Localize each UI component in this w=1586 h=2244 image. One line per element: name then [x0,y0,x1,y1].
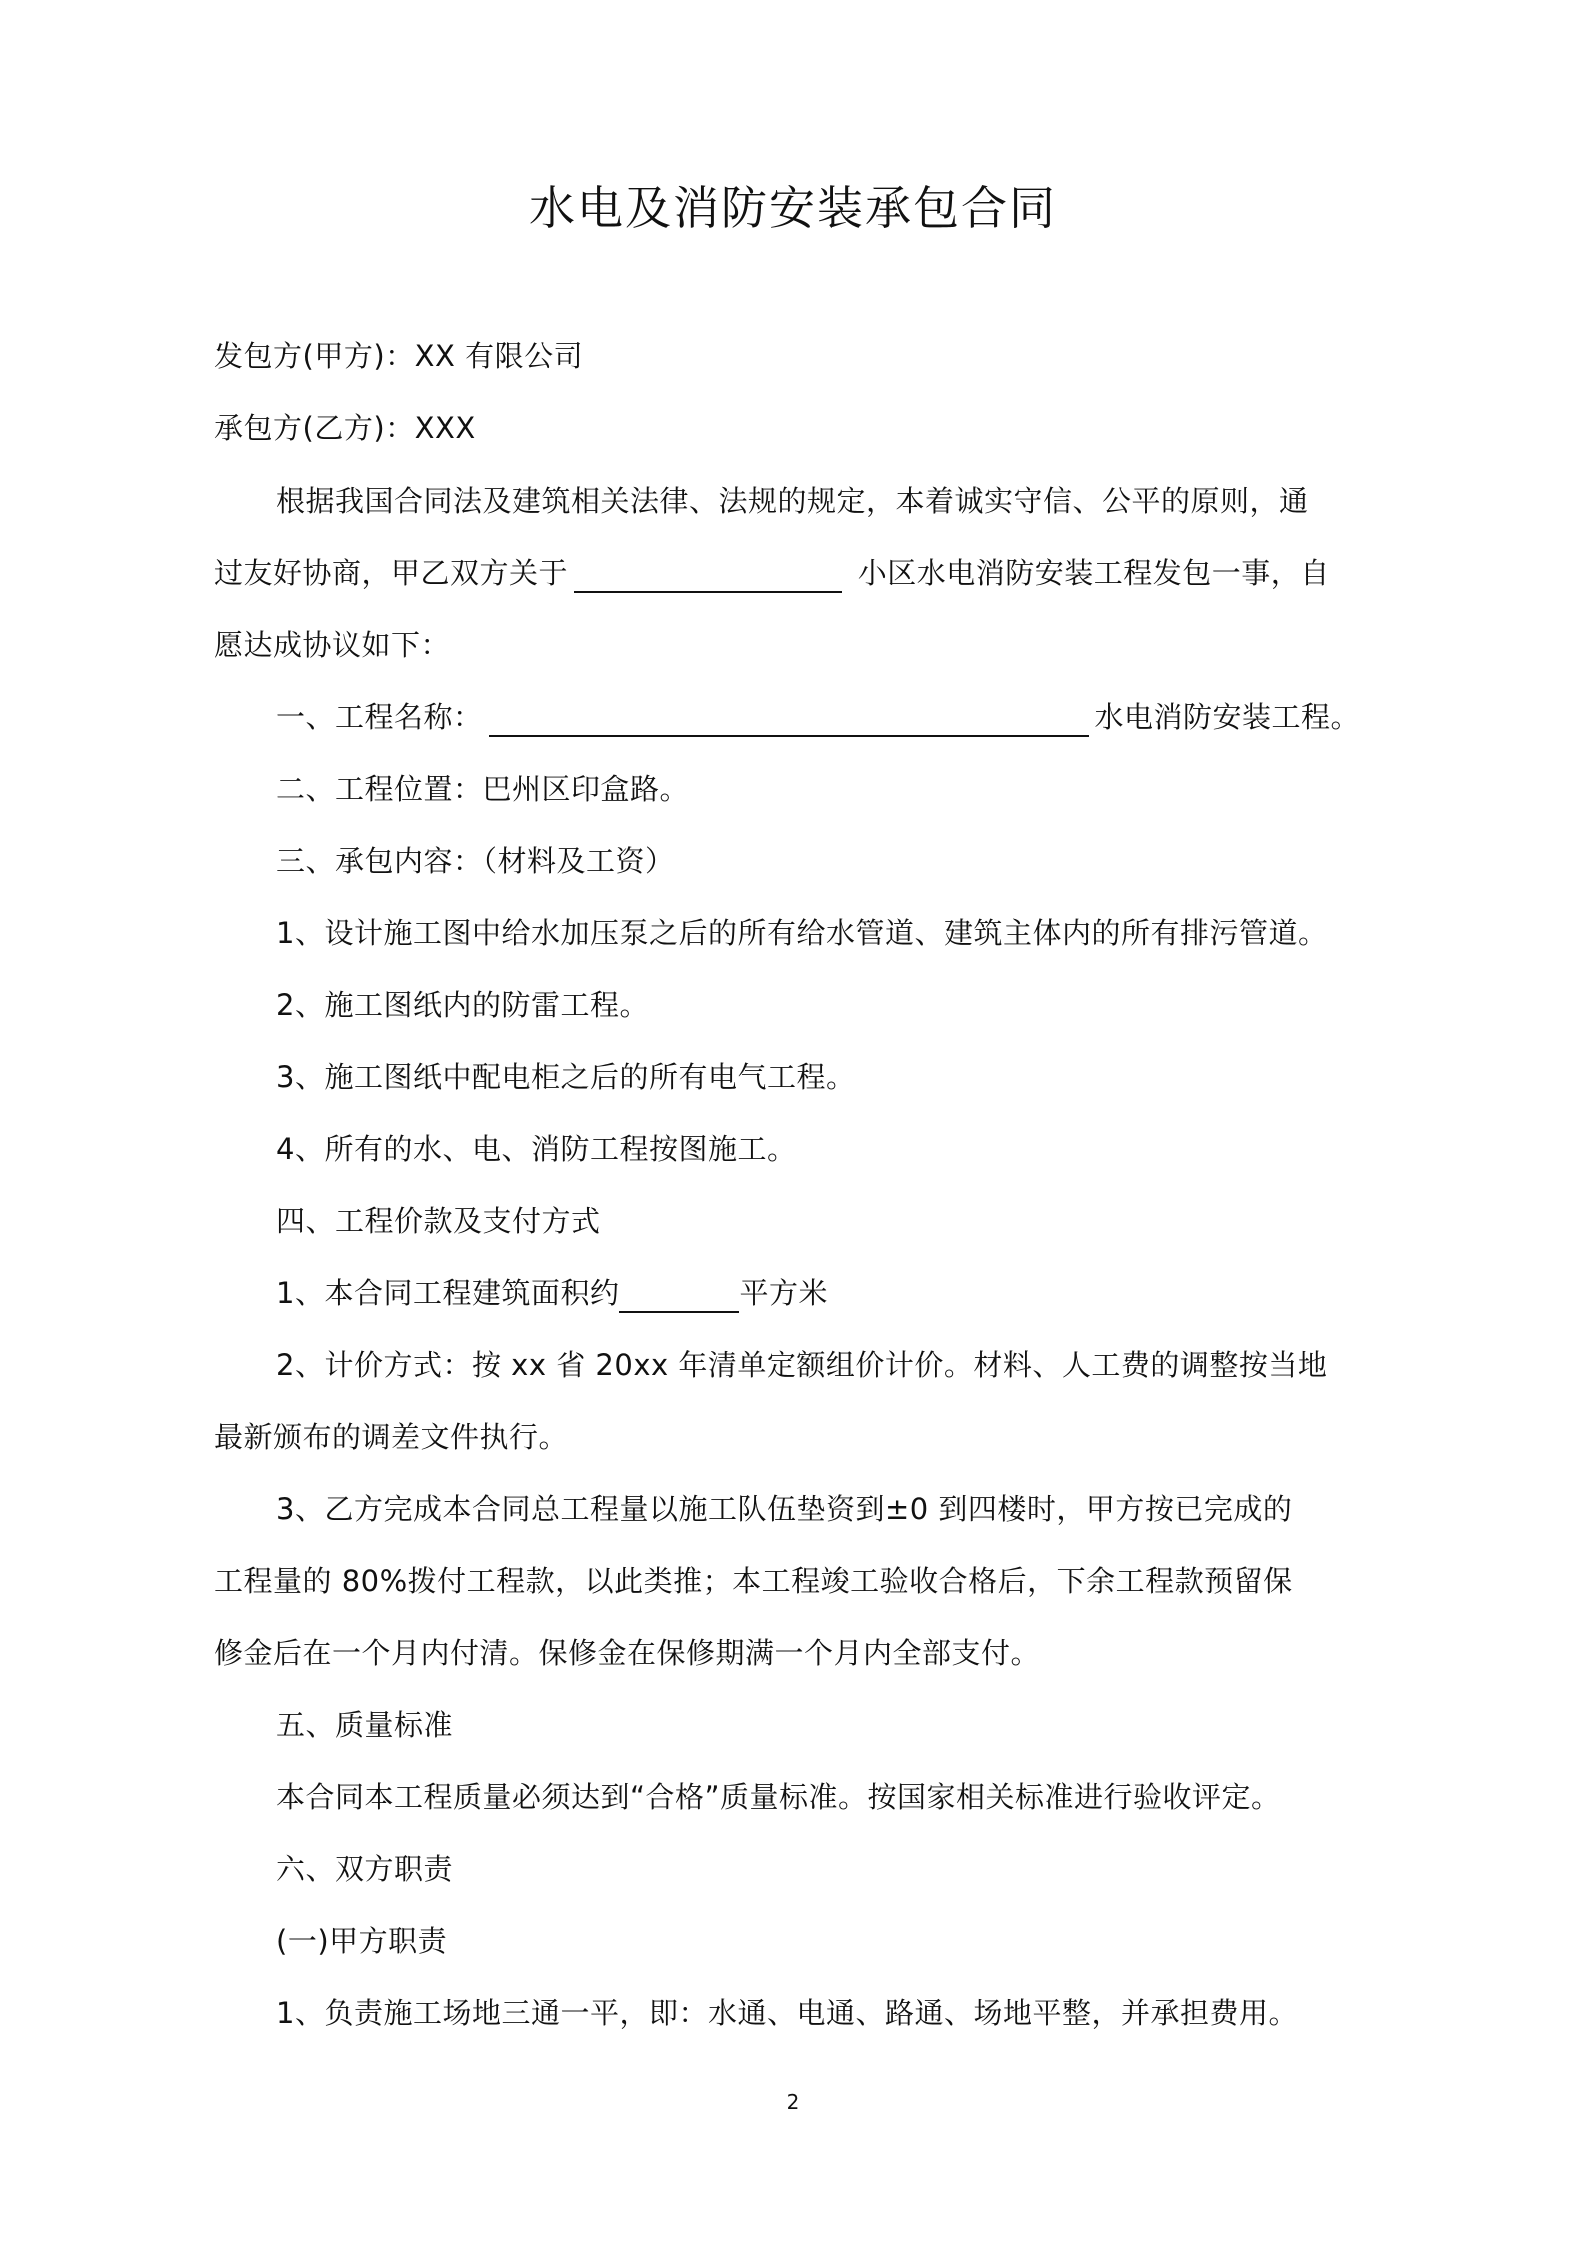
section4-item-1-after: 平方米 [739,1276,828,1310]
preamble-line-3: 愿达成协议如下： [214,628,451,662]
section4-heading: 四、工程价款及支付方式 [276,1204,601,1238]
section1-label: 一、工程名称： [276,700,483,734]
document-title: 水电及消防安装承包合同 [529,181,1057,235]
section6-subheading: (一)甲方职责 [276,1924,448,1958]
project-name-blank [489,705,1089,737]
area-blank [619,1281,739,1313]
section4-item-1 [276,1273,828,1313]
preamble-line-1: 根据我国合同法及建筑相关法律、法规的规定，本着诚实守信、公平的原则，通 [276,484,1309,518]
section6-heading: 六、双方职责 [276,1852,454,1886]
section4-item-1-before: 1、本合同工程建筑面积约 [276,1276,620,1310]
section3-heading: 三、承包内容：（材料及工资） [276,844,675,878]
preamble-line-2 [214,553,1330,593]
section3-item-1: 1、设计施工图中给水加压泵之后的所有给水管道、建筑主体内的所有排污管道。 [276,916,1328,950]
section6-item-1: 1、负责施工场地三通一平，即：水通、电通、路通、场地平整，并承担费用。 [276,1996,1298,2030]
section4-item-3-line-2: 工程量的 80%拨付工程款，以此类推；本工程竣工验收合格后，下余工程款预留保 [214,1564,1293,1598]
section3-item-2: 2、施工图纸内的防雷工程。 [276,988,649,1022]
section5-text: 本合同本工程质量必须达到“合格”质量标准。按国家相关标准进行验收评定。 [276,1780,1281,1814]
preamble-line-2-after: 小区水电消防安装工程发包一事，自 [857,556,1330,590]
section4-item-2-line-1: 2、计价方式：按 xx 省 20xx 年清单定额组价计价。材料、人工费的调整按当地 [276,1348,1328,1382]
community-name-blank [574,561,842,593]
page-number: 2 [786,2090,800,2114]
section1-project-name [276,697,1360,737]
section1-suffix: 水电消防安装工程。 [1094,700,1361,734]
party-a-line: 发包方(甲方)：XX 有限公司 [214,339,584,373]
section2-location: 二、工程位置：巴州区印盒路。 [276,772,690,806]
section3-item-4: 4、所有的水、电、消防工程按图施工。 [276,1132,797,1166]
section3-item-3: 3、施工图纸中配电柜之后的所有电气工程。 [276,1060,856,1094]
preamble-line-2-before: 过友好协商，甲乙双方关于 [214,556,569,590]
party-b-line: 承包方(乙方)：XXX [214,411,476,445]
section4-item-2-line-2: 最新颁布的调差文件执行。 [214,1420,569,1454]
section5-heading: 五、质量标准 [276,1708,454,1742]
section4-item-3-line-3: 修金后在一个月内付清。保修金在保修期满一个月内全部支付。 [214,1636,1041,1670]
section4-item-3-line-1: 3、乙方完成本合同总工程量以施工队伍垫资到±0 到四楼时，甲方按已完成的 [276,1492,1293,1526]
